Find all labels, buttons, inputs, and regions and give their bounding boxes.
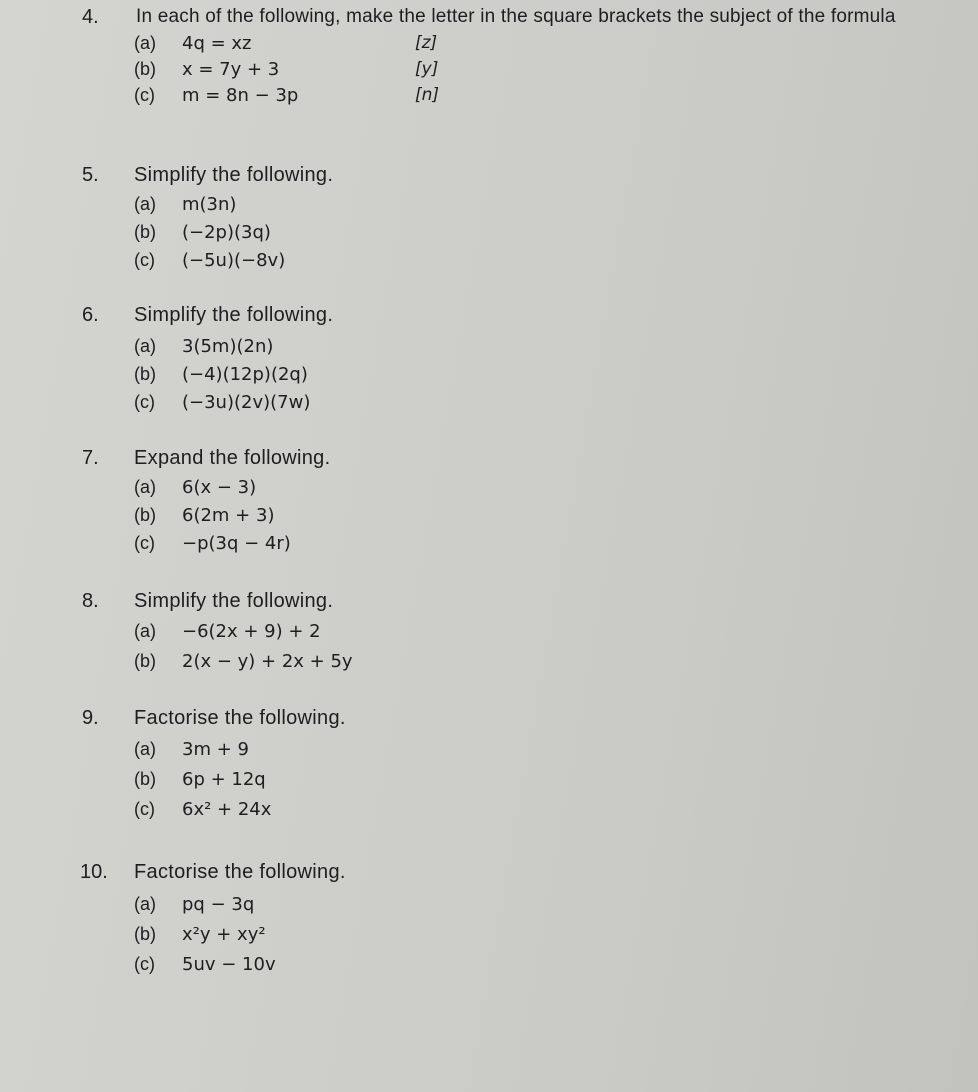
part-expression: 6(2m + 3) xyxy=(182,505,275,526)
question-instruction: Factorise the following. xyxy=(134,707,346,729)
part-label: (b) xyxy=(134,769,156,789)
question-part xyxy=(134,222,934,248)
part-label: (c) xyxy=(134,954,155,974)
question-part xyxy=(134,621,934,647)
question-part xyxy=(134,477,934,503)
part-expression: 4q = xz xyxy=(182,33,252,54)
part-label: (c) xyxy=(134,533,155,553)
part-expression: (−5u)(−8v) xyxy=(182,250,286,271)
question-part xyxy=(134,194,934,220)
question-part xyxy=(134,336,934,362)
part-expression: pq − 3q xyxy=(182,894,255,915)
part-label: (c) xyxy=(134,250,155,270)
question-part xyxy=(134,85,934,111)
part-bracket: [n] xyxy=(415,85,440,105)
part-expression: 6p + 12q xyxy=(182,769,266,790)
part-expression: 6x² + 24x xyxy=(182,799,272,820)
question-part xyxy=(134,799,934,825)
part-label: (c) xyxy=(134,799,155,819)
question-part xyxy=(134,59,934,85)
question-number: 9. xyxy=(82,707,99,729)
part-expression: 6(x − 3) xyxy=(182,477,257,498)
part-bracket: [z] xyxy=(415,33,438,53)
question-part xyxy=(134,924,934,950)
part-label: (a) xyxy=(134,33,156,53)
part-label: (a) xyxy=(134,194,156,214)
question-part xyxy=(134,392,934,418)
question-instruction: Simplify the following. xyxy=(134,590,334,612)
part-label: (b) xyxy=(134,651,156,671)
part-expression: 5uv − 10v xyxy=(182,954,276,975)
part-expression: −6(2x + 9) + 2 xyxy=(182,621,321,642)
question-number: 5. xyxy=(82,164,99,186)
part-expression: m = 8n − 3p xyxy=(182,85,299,106)
part-label: (a) xyxy=(134,894,156,914)
part-label: (c) xyxy=(134,392,155,412)
question-instruction: Simplify the following. xyxy=(134,304,334,326)
question-part xyxy=(134,364,934,390)
question-part xyxy=(134,954,934,980)
part-label: (b) xyxy=(134,222,156,242)
question-part xyxy=(134,769,934,795)
part-expression: x²y + xy² xyxy=(182,924,266,945)
part-expression: (−2p)(3q) xyxy=(182,222,271,243)
part-expression: (−3u)(2v)(7w) xyxy=(182,392,311,413)
part-expression: 3(5m)(2n) xyxy=(182,336,274,357)
question-number: 4. xyxy=(82,6,99,28)
part-expression: m(3n) xyxy=(182,194,237,215)
part-label: (b) xyxy=(134,924,156,944)
part-expression: x = 7y + 3 xyxy=(182,59,280,80)
question-part xyxy=(134,250,934,276)
part-label: (a) xyxy=(134,336,156,356)
question-part xyxy=(134,505,934,531)
question-part xyxy=(134,33,934,59)
question-instruction: In each of the following, make the letter in the square brackets the subject of the formula xyxy=(136,6,896,27)
question-instruction: Expand the following. xyxy=(134,447,331,469)
part-label: (a) xyxy=(134,477,156,497)
question-part xyxy=(134,533,934,559)
part-label: (b) xyxy=(134,59,156,79)
question-part xyxy=(134,651,934,677)
part-expression: 3m + 9 xyxy=(182,739,249,760)
question-instruction: Factorise the following. xyxy=(134,861,346,883)
part-expression: −p(3q − 4r) xyxy=(182,533,291,554)
question-instruction: Simplify the following. xyxy=(134,164,334,186)
part-label: (b) xyxy=(134,505,156,525)
part-bracket: [y] xyxy=(415,59,439,79)
question-part xyxy=(134,739,934,765)
part-expression: 2(x − y) + 2x + 5y xyxy=(182,651,353,672)
part-label: (a) xyxy=(134,621,156,641)
question-part xyxy=(134,894,934,920)
part-expression: (−4)(12p)(2q) xyxy=(182,364,308,385)
part-label: (c) xyxy=(134,85,155,105)
question-number: 7. xyxy=(82,447,99,469)
part-label: (b) xyxy=(134,364,156,384)
question-number: 8. xyxy=(82,590,99,612)
part-label: (a) xyxy=(134,739,156,759)
question-number: 6. xyxy=(82,304,99,326)
question-number: 10. xyxy=(80,861,108,883)
